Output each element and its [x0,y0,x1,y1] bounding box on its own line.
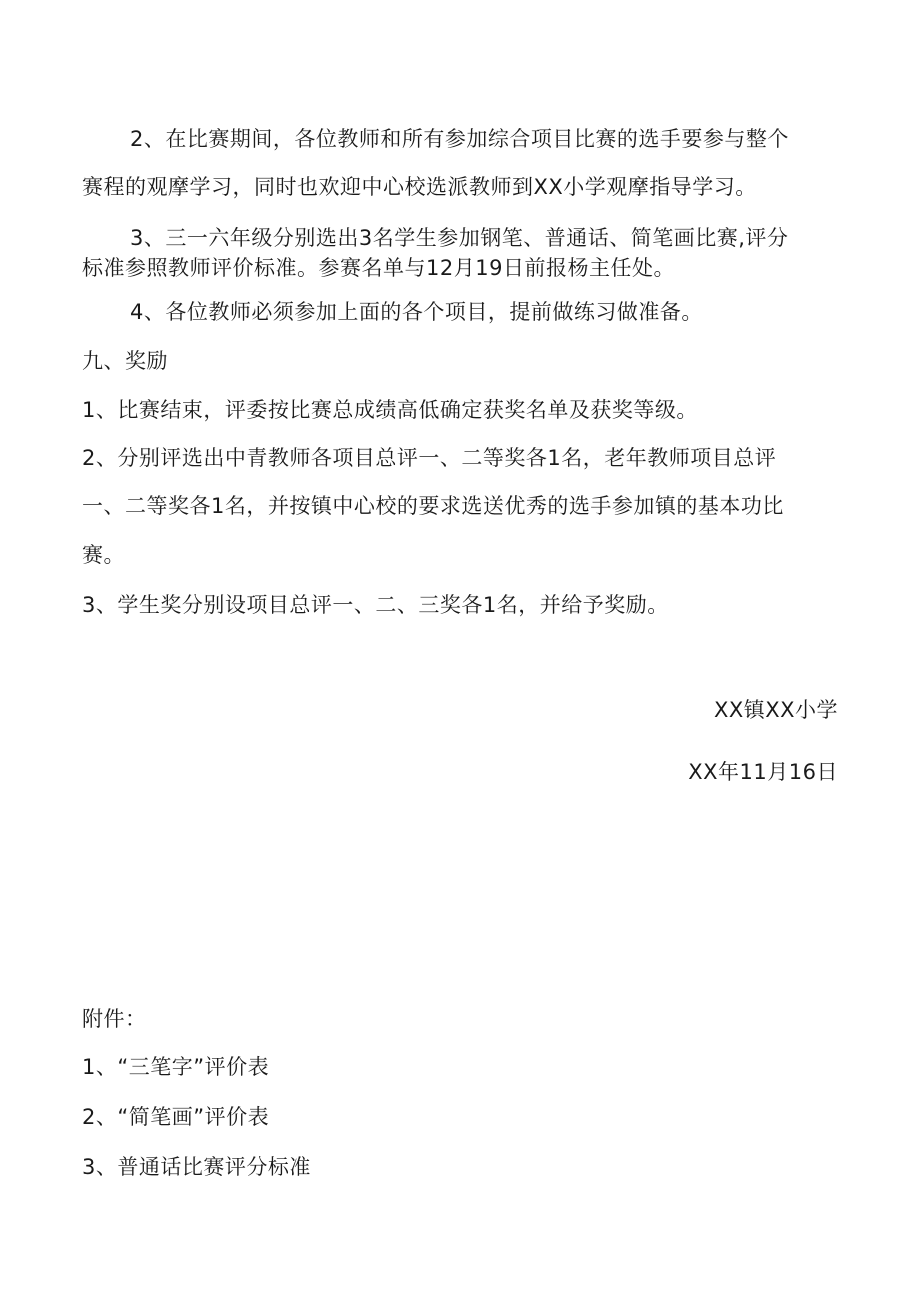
reward-item-2-line-1: 2、分别评选出中青教师各项目总评一、二等奖各1名，老年教师项目总评 [82,446,777,470]
paragraph-3-line-1: 3、三一六年级分别选出3名学生参加钢笔、普通话、简笔画比赛,评分 [130,226,789,250]
reward-item-3: 3、学生奖分别设项目总评一、二、三奖各1名，并给予奖励。 [82,593,669,617]
signature-organization: XX镇XX小学 [713,698,838,722]
signature-date: XX年11月16日 [688,760,838,784]
paragraph-2-line-1: 2、在比赛期间，各位教师和所有参加综合项目比赛的选手要参与整个 [130,127,789,151]
paragraph-3-line-2: 标准参照教师评价标准。参赛名单与12月19日前报杨主任处。 [82,256,675,280]
paragraph-2-line-2: 赛程的观摩学习，同时也欢迎中心校选派教师到XX小学观摩指导学习。 [82,175,757,199]
attachment-item: 3、普通话比赛评分标准 [82,1155,311,1179]
reward-item-1: 1、比赛结束，评委按比赛总成绩高低确定获奖名单及获奖等级。 [82,398,698,422]
section-heading-rewards: 九、奖励 [82,349,168,373]
paragraph-4: 4、各位教师必须参加上面的各个项目，提前做练习做准备。 [130,300,703,324]
attachment-item: 1、“三笔字”评价表 [82,1055,270,1079]
attachments-heading: 附件： [82,1007,147,1031]
attachment-item: 2、“简笔画”评价表 [82,1105,270,1129]
reward-item-2-line-2: 一、二等奖各1名，并按镇中心校的要求选送优秀的选手参加镇的基本功比 [82,494,784,518]
reward-item-2-line-3: 赛。 [82,543,125,567]
